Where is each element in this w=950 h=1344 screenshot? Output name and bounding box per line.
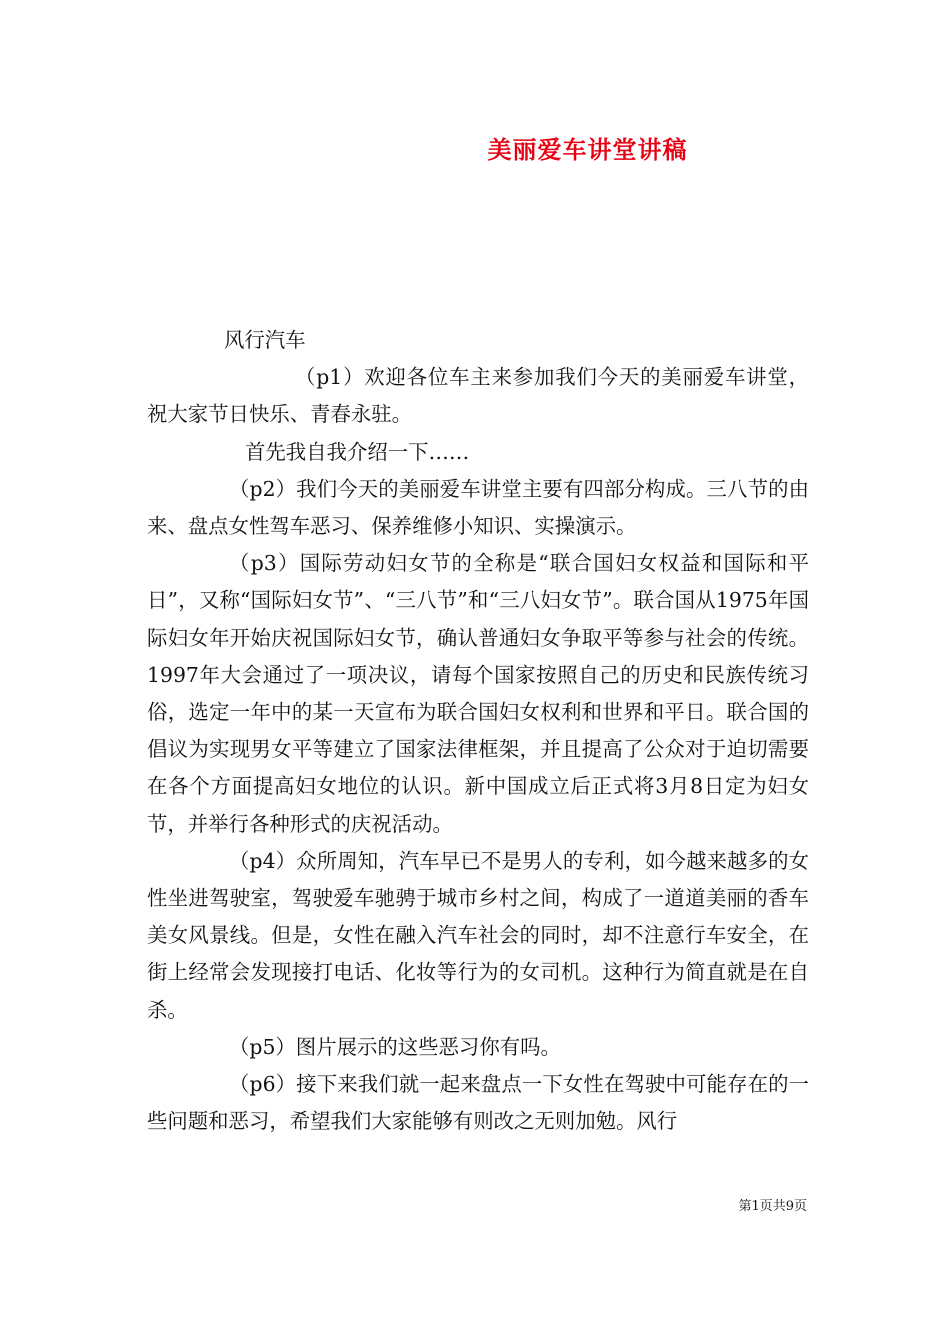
paragraph-self-intro: 首先我自我介绍一下…… (245, 439, 470, 464)
paragraph-p5: （p5）图片展示的这些恶习你有吗。 (229, 1034, 561, 1059)
paragraph-p6: （p6）接下来我们就一起来盘点一下女性在驾驶中可能存在的一些问题和恶习，希望我们大家能够有则改之无则加勉。风行 (147, 1072, 809, 1134)
paragraph-p3: （p3）国际劳动妇女节的全称是“联合国妇女权益和国际和平日”，又称“国际妇女节”、“三八节”和“三八妇女节”。联合国从1975年国际妇女年开始庆祝国际妇女节，确认普通妇女争取平等参与社会的传统。1997年大会通过了一项决议，请每个国家按照自己的历史和民族传统习俗，选定一年中的某一天宣布为联合国妇女权利和世界和平日。联合国的倡议为实现男女平等建立了国家法律框架，并且提高了公众对于迫切需要在各个方面提高妇女地位的认识。新中国成立后正式将3月8日定为妇女节，并举行各种形式的庆祝活动。 (147, 551, 809, 836)
document-body (147, 322, 809, 1140)
paragraph-p1: （p1）欢迎各位车主来参加我们今天的美丽爱车讲堂，祝大家节日快乐、青春永驻。 (147, 365, 809, 427)
page-number-footer: 第1页共9页 (738, 1199, 807, 1214)
paragraph-p4: （p4）众所周知，汽车早已不是男人的专利，如今越来越多的女性坐进驾驶室，驾驶爱车驰骋于城市乡村之间，构成了一道道美丽的香车美女风景线。但是，女性在融入汽车社会的同时，却不注意行车安全，在街上经常会发现接打电话、化妆等行为的女司机。这种行为简直就是在自杀。 (147, 848, 809, 1022)
author-line: 风行汽车 (224, 328, 306, 352)
document-title: 美丽爱车讲堂讲稿 (487, 135, 688, 164)
paragraph-p2: （p2）我们今天的美丽爱车讲堂主要有四部分构成。三八节的由来、盘点女性驾车恶习、保养维修小知识、实操演示。 (147, 476, 809, 539)
